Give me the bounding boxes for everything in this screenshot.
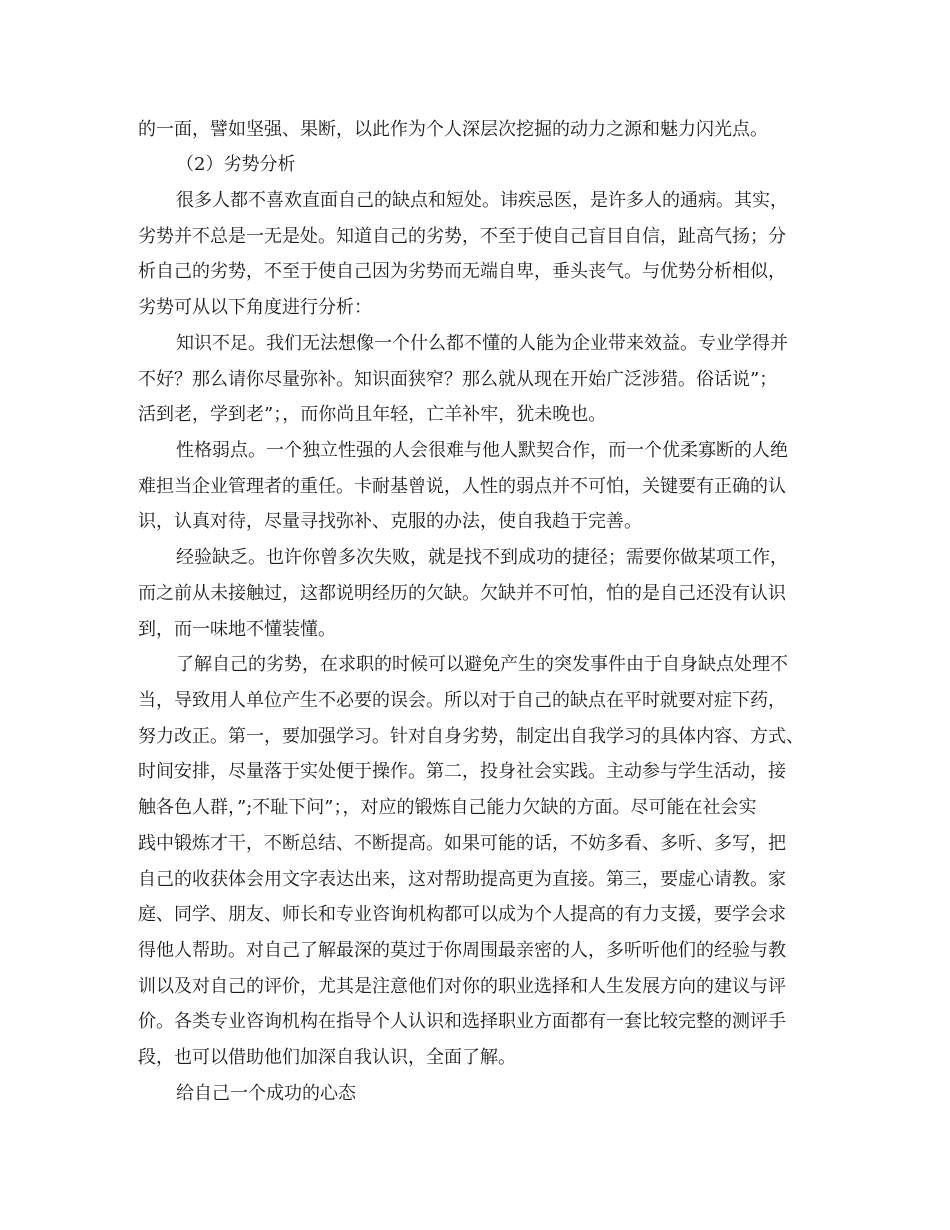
paragraph-line: 时间安排，尽量落于实处便于操作。第二，投身社会实践。主动参与学生活动，接: [138, 761, 786, 782]
paragraph-line: 得他人帮助。对自己了解最深的莫过于你周围最亲密的人，多听听他们的经验与教: [138, 940, 786, 961]
paragraph-line: 段，也可以借助他们加深自我认识，全面了解。: [138, 1047, 516, 1068]
paragraph-line: 活到老，学到老”；，而你尚且年轻，亡羊补牢，犹未晚也。: [138, 404, 607, 425]
paragraph-line: 庭、同学、朋友、师长和专业咨询机构都可以成为个人提高的有力支援，要学会求: [138, 904, 786, 925]
paragraph-line: 努力改正。第一，要加强学习。针对自身劣势，制定出自我学习的具体内容、方式、: [138, 726, 804, 747]
paragraph-line: 了解自己的劣势，在求职的时候可以避免产生的突发事件由于自身缺点处理不: [176, 654, 788, 675]
paragraph-line: 践中锻炼才干，不断总结、不断提高。如果可能的话，不妨多看、多听、多写，把: [138, 833, 786, 854]
paragraph-line: 到，而一味地不懂装懂。: [138, 619, 336, 640]
paragraph-line: 当，导致用人单位产生不必要的误会。所以对于自己的缺点在平时就要对症下药，: [138, 690, 786, 711]
paragraph-line: 经验缺乏。也许你曾多次失败，就是找不到成功的捷径；需要你做某项工作，: [176, 547, 788, 568]
paragraph-line: 劣势并不总是一无是处。知道自己的劣势，不至于使自己盲目自信，趾高气扬；分: [138, 226, 786, 247]
paragraph-line: 难担当企业管理者的重任。卡耐基曾说，人性的弱点并不可怕，关键要有正确的认: [138, 476, 786, 497]
paragraph-line: 训以及对自己的评价，尤其是注意他们对你的职业选择和人生发展方向的建议与评: [138, 976, 786, 997]
paragraph-line: 析自己的劣势，不至于使自己因为劣势而无端自卑，垂头丧气。与优势分析相似，: [138, 261, 786, 282]
paragraph-line: 性格弱点。一个独立性强的人会很难与他人默契合作，而一个优柔寡断的人绝: [176, 440, 788, 461]
section-heading: 给自己一个成功的心态: [176, 1083, 356, 1104]
paragraph-line: 价。各类专业咨询机构在指导个人认识和选择职业方面都有一套比较完整的测评手: [138, 1011, 786, 1032]
paragraph-line: 很多人都不喜欢直面自己的缺点和短处。讳疾忌医，是许多人的通病。其实，: [176, 190, 788, 211]
paragraph-line: 自己的收获体会用文字表达出来，这对帮助提高更为直接。第三，要虚心请教。家: [138, 869, 786, 890]
paragraph-line: 而之前从未接触过，这都说明经历的欠缺。欠缺并不可怕，怕的是自己还没有认识: [138, 583, 786, 604]
paragraph-line: 触各色人群，”;不耻下问”；，对应的锻炼自己能力欠缺的方面。尽可能在社会实: [138, 797, 757, 818]
paragraph-line: 的一面，譬如坚强、果断，以此作为个人深层次挖掘的动力之源和魅力闪光点。: [138, 119, 768, 140]
paragraph-line: 不好？那么请你尽量弥补。知识面狭窄？那么就从现在开始广泛涉猎。俗话说”；: [138, 369, 778, 390]
paragraph-line: 劣势可从以下角度进行分析：: [138, 297, 372, 318]
paragraph-line: 识，认真对待，尽量寻找弥补、克服的办法，使自我趋于完善。: [138, 511, 642, 532]
section-heading: （2）劣势分析: [176, 154, 296, 175]
paragraph-line: 知识不足。我们无法想像一个什么都不懂的人能为企业带来效益。专业学得并: [176, 333, 788, 354]
